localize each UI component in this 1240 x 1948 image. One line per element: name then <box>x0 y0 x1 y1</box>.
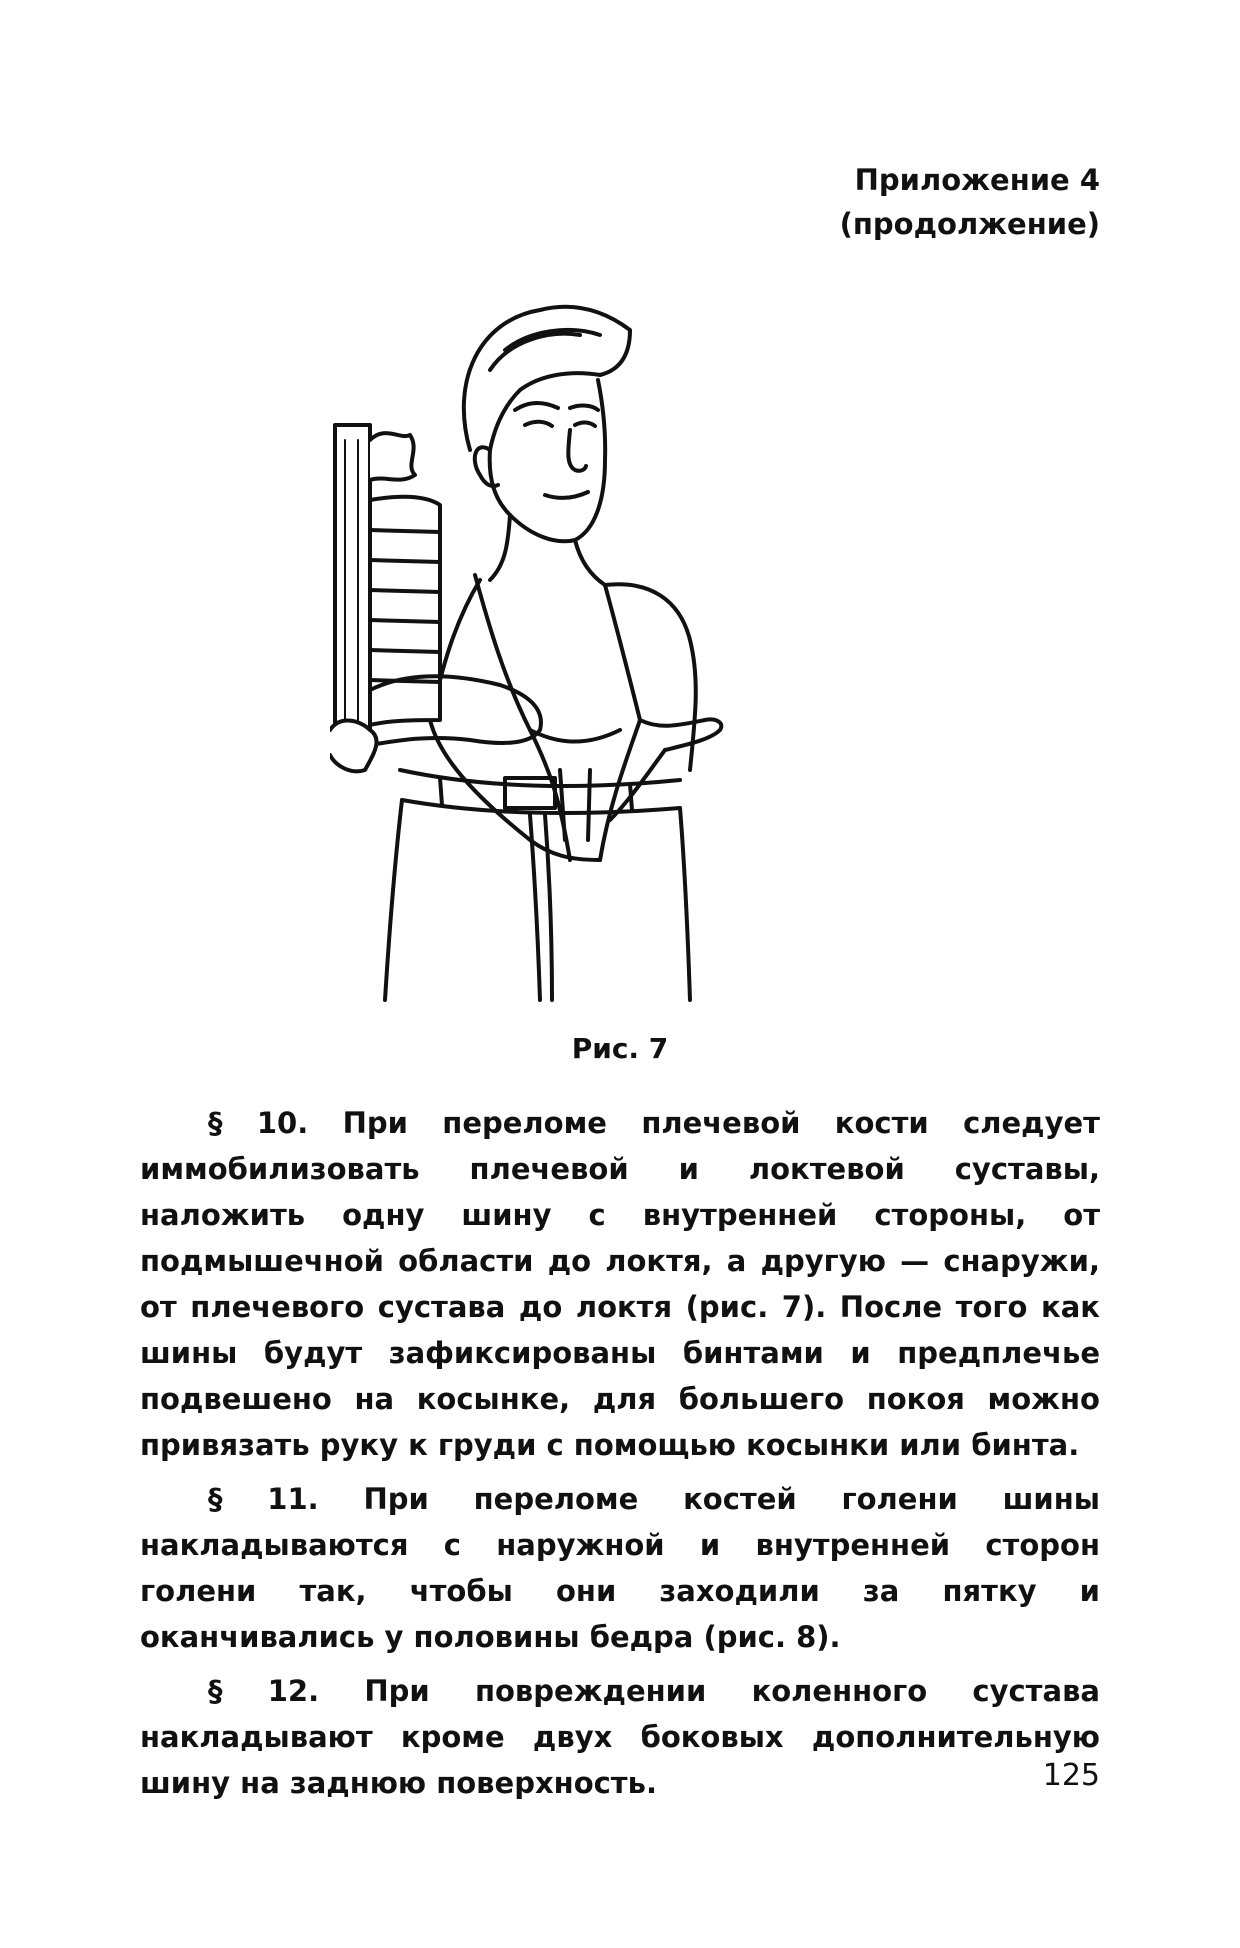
appendix-heading <box>840 158 1100 246</box>
appendix-title: Приложение 4 <box>854 163 1100 197</box>
appendix-subtitle: (продолжение) <box>839 207 1100 241</box>
paragraph-12: § 12. При повреждении коленного сустава накладывают кроме двух боковых дополнительную шину на заднюю поверхность. <box>140 1674 1100 1800</box>
paragraph-10: § 10. При переломе плечевой кости следует иммобилизовать плечевой и локтевой суставы, наложить одну шину с внутренней стороны, от подмышечной области до локтя, а другую — снаружи, от плечевого сустава до локтя (рис. 7). После того как шины будут зафиксированы бинтами и предплечье подвешено на косынке, для большего покоя можно привязать руку к груди с помощью косынки или бинта. <box>140 1106 1100 1462</box>
page-number: 125 <box>1042 1758 1100 1793</box>
figure-caption: Рис. 7 <box>571 1032 669 1065</box>
splinted-arm-illustration <box>330 300 910 1020</box>
paragraph-11: § 11. При переломе костей голени шины накладываются с наружной и внутренней сторон голени так, чтобы они заходили за пятку и оканчивались у половины бедра (рис. 8). <box>140 1482 1100 1654</box>
body-text <box>140 1100 1100 1814</box>
